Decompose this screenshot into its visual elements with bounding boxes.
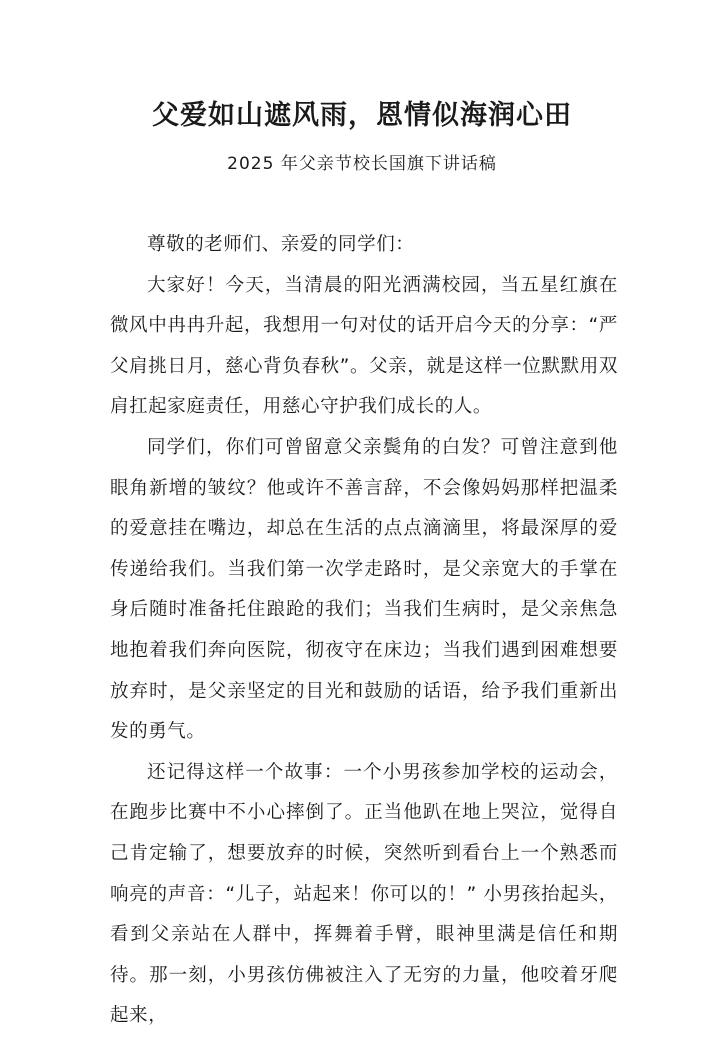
document-subtitle: 2025 年父亲节校长国旗下讲话稿 — [227, 154, 497, 174]
speech-body — [110, 225, 618, 1037]
paragraph-3: 还记得这样一个故事：一个小男孩参加学校的运动会，在跑步比赛中不小心摔倒了。正当他趴在地上哭泣，觉得自己肯定输了，想要放弃的时候，突然听到看台上一个熟悉而响亮的声音：“儿子，站起来！你可以的！” 小男孩抬起头，看到父亲站在人群中，挥舞着手臂，眼神里满是信任和期待。那一刻，小男孩仿佛被注入了无穷的力量，他咬着牙爬起来， — [110, 761, 618, 1027]
greeting-line: 尊敬的老师们、亲爱的同学们： — [147, 234, 415, 255]
paragraph-2: 同学们，你们可曾留意父亲鬓角的白发？可曾注意到他眼角新增的皱纹？他或许不善言辞，不会像妈妈那样把温柔的爱意挂在嘴边，却总在生活的点点滴滴里，将最深厚的爱传递给我们。当我们第一次学走路时，是父亲宽大的手掌在身后随时准备托住踉跄的我们；当我们生病时，是父亲焦急地抱着我们奔向医院，彻夜守在床边；当我们遇到困难想要放弃时，是父亲坚定的目光和鼓励的话语，给予我们重新出发的勇气。 — [110, 436, 618, 743]
paragraph-1: 大家好！今天，当清晨的阳光洒满校园，当五星红旗在微风中冉冉升起，我想用一句对仗的话开启今天的分享：“严父肩挑日月，慈心背负春秋”。父亲，就是这样一位默默用双肩扛起家庭责任，用慈心守护我们成长的人。 — [110, 274, 618, 418]
document-title: 父爱如山遮风雨，恩情似海润心田 — [152, 100, 572, 131]
